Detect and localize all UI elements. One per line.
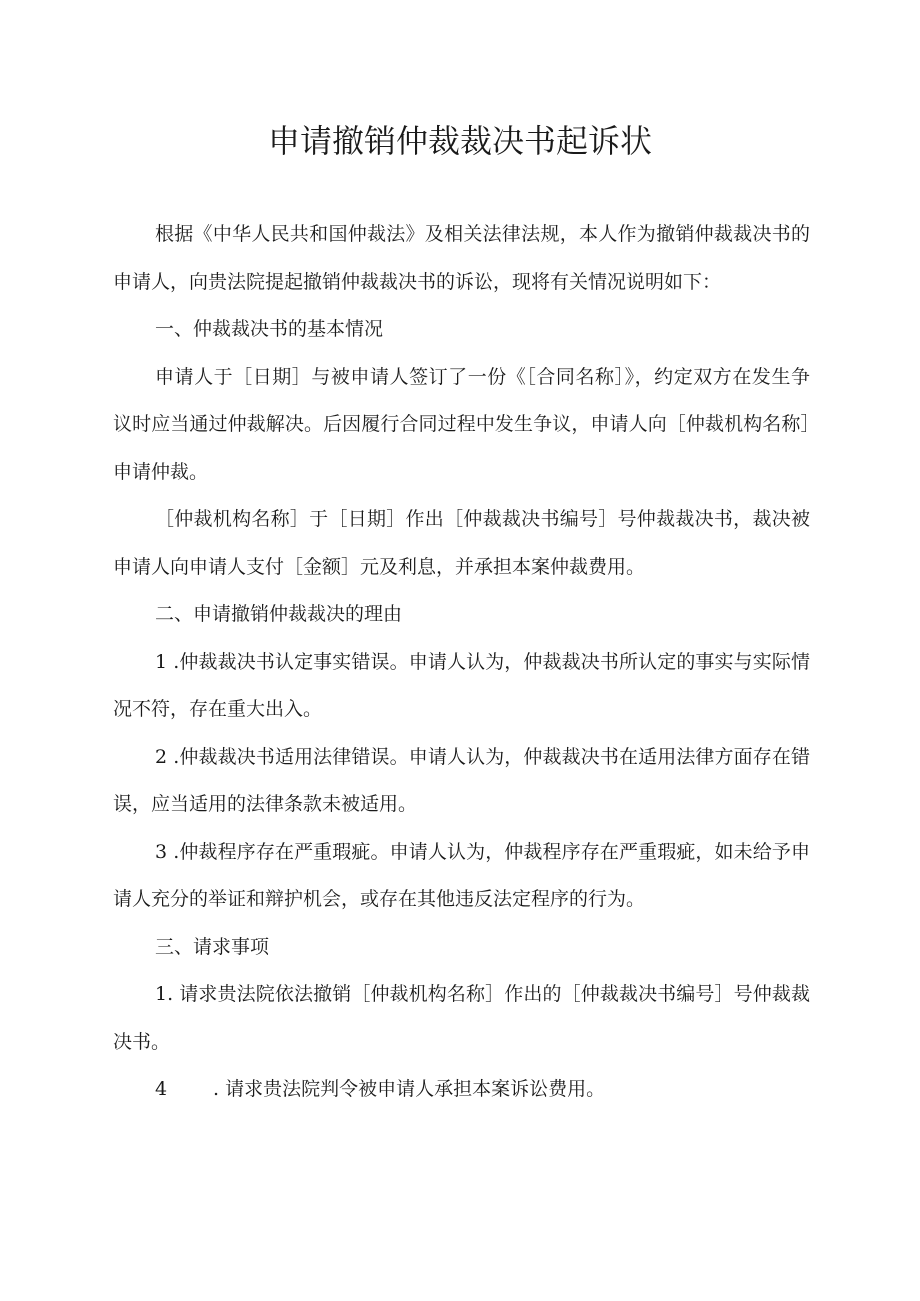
page-title: 申请撤销仲裁裁决书起诉状 xyxy=(267,122,652,160)
section-heading-basic-info: 一、仲裁裁决书的基本情况 xyxy=(155,318,384,340)
section-heading-requests: 三、请求事项 xyxy=(155,935,270,958)
intro-paragraph: 根据《中华人民共和国仲裁法》及相关法律法规，本人作为撤销仲裁裁决书的申请人，向贵法院提起撤销仲裁裁决书的诉讼，现将有关情况说明如下： xyxy=(113,223,810,293)
reason-item-2: 2 .仲裁裁决书适用法律错误。申请人认为，仲裁裁决书在适用法律方面存在错误，应当适用的法律条款未被适用。 xyxy=(113,745,810,815)
section-heading-reasons: 二、申请撤销仲裁裁决的理由 xyxy=(155,603,403,625)
reason-item-1: 1 .仲裁裁决书认定事实错误。申请人认为，仲裁裁决书所认定的事实与实际情况不符，存在重大出入。 xyxy=(113,650,810,720)
basic-info-paragraph-1: 申请人于［日期］与被申请人签订了一份《［合同名称］》，约定双方在发生争议时应当通过仲裁解决。后因履行合同过程中发生争议，申请人向［仲裁机构名称］申请仲裁。 xyxy=(113,365,810,483)
request-item-2-number: 4 xyxy=(155,1078,168,1100)
basic-info-paragraph-2: ［仲裁机构名称］于［日期］作出［仲裁裁决书编号］号仲裁裁决书，裁决被申请人向申请人支付［金额］元及利息，并承担本案仲裁费用。 xyxy=(113,508,810,578)
reason-item-3: 3 .仲裁程序存在严重瑕疵。申请人认为，仲裁程序存在严重瑕疵，如未给予申请人充分的举证和辩护机会，或存在其他违反法定程序的行为。 xyxy=(113,840,810,910)
document-body xyxy=(113,211,810,1114)
request-item-1: 1. 请求贵法院依法撤销［仲裁机构名称］作出的［仲裁裁决书编号］号仲裁裁决书。 xyxy=(113,983,810,1053)
request-item-2-text: . 请求贵法院判令被申请人承担本案诉讼费用。 xyxy=(213,1078,606,1100)
request-item-2 xyxy=(113,1066,810,1114)
